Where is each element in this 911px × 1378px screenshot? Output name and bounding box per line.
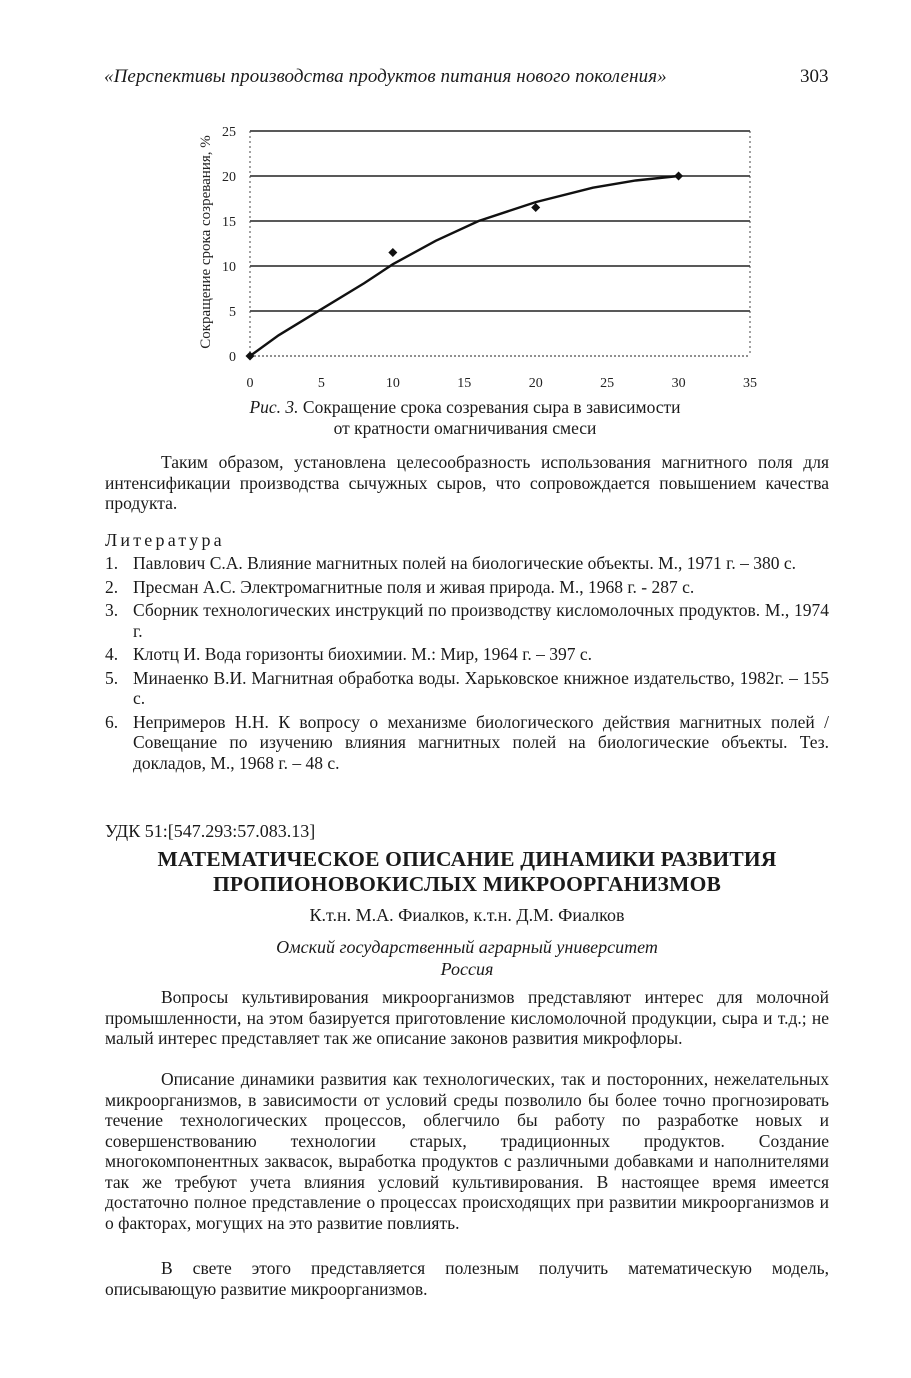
x-tick-label: 0 (246, 376, 254, 391)
caption-line-1: Сокращение срока созревания сыра в зависимости (302, 397, 681, 417)
reference-number: 6. (105, 711, 119, 732)
reference-number: 2. (105, 576, 119, 597)
authors: К.т.н. М.А. Фиалков, к.т.н. Д.М. Фиалков (309, 905, 625, 925)
y-axis-label: Сокращение срока созревания, % (198, 135, 214, 349)
reference-text: Минаенко В.И. Магнитная обработка воды. Харьковское книжное издательство, 1982г. – 155 с. (133, 667, 829, 708)
x-tick-label: 10 (385, 376, 400, 391)
reference-item (105, 644, 829, 665)
reference-text: Непримеров Н.Н. К вопросу о механизме биологического действия магнитных полей / Совещание по изучению влияния магнитных полей на биологические объекты. Тез. докладов, М., 1968 г. – 48 с. (133, 711, 829, 773)
reference-text: Клотц И. Вода горизонты биохимии. М.: Мир, 1964 г. – 397 с. (133, 644, 593, 664)
y-tick-label: 15 (222, 215, 236, 230)
udc-code: УДК 51:[547.293:57.083.13] (105, 821, 316, 841)
article-paragraph-3: В свете этого представляется полезным получить математическую модель, описывающую развитие микроорганизмов. (105, 1258, 829, 1299)
y-tick-label: 0 (229, 350, 236, 365)
x-tick-label: 35 (743, 376, 757, 391)
reference-text: Павлович С.А. Влияние магнитных полей на биологические объекты. М., 1971 г. – 380 с. (133, 553, 796, 573)
article-paragraph-1: Вопросы культивирования микроорганизмов представляют интерес для молочной промышленности, на этом базируется приготовление кисломолочной продукции, сыра и т.д.; не малый интерес представляет так же описание законов развития микрофлоры. (105, 987, 829, 1048)
conclusion-paragraph: Таким образом, установлена целесообразность использования магнитного поля для интенсификации производства сычужных сыров, что сопровождается повышением качества продукта. (105, 452, 829, 513)
caption-line-2: от кратности омагничивания смеси (333, 418, 597, 438)
literature-heading: Литература (105, 530, 225, 550)
page-number: 303 (800, 66, 829, 87)
reference-number: 5. (105, 667, 119, 688)
reference-item (105, 712, 829, 774)
affiliation: Омский государственный аграрный университет (276, 937, 658, 957)
reference-item (105, 600, 829, 641)
data-point (388, 248, 397, 257)
reference-number: 1. (105, 553, 119, 573)
y-tick-label: 25 (222, 125, 236, 140)
article-paragraph-2: Описание динамики развития как технологических, так и посторонних, нежелательных микроорганизмов, в зависимости от условий среды позволило бы более точно прогнозировать течение технологических процессов, облегчило бы работу по разработке новых и совершенствованию технологии старых, традиционных продуктов. Создание многокомпонентных заквасок, выработка продуктов с различными добавками и наполнителями так же требуют учета влияния условий культивирования. В настоящее время имеется достаточно полное представление о процессах происходящих при развитии микроорганизмов и о факторах, могущих на это развитие повлиять. (105, 1069, 829, 1233)
x-tick-label: 25 (600, 376, 615, 391)
reference-number: 3. (105, 600, 119, 620)
article-title-line-1: МАТЕМАТИЧЕСКОЕ ОПИСАНИЕ ДИНАМИКИ РАЗВИТИЯ (157, 847, 777, 871)
x-tick-label: 5 (317, 376, 325, 391)
reference-item (105, 577, 829, 598)
y-tick-label: 20 (222, 170, 236, 185)
figure-caption (200, 397, 730, 439)
running-header: «Перспективы производства продуктов питания нового поколения» (104, 66, 667, 87)
figure-label: Рис. 3. (249, 397, 299, 417)
reference-item (105, 668, 829, 709)
article-title-line-2: ПРОПИОНОВОКИСЛЫХ МИКРООРГАНИЗМОВ (212, 872, 722, 896)
country: Россия (440, 959, 494, 979)
x-tick-label: 20 (528, 376, 543, 391)
reference-number: 4. (105, 644, 119, 664)
y-tick-label: 5 (229, 305, 236, 320)
reference-list (105, 553, 829, 776)
x-tick-label: 30 (671, 376, 686, 391)
affiliation-block (105, 936, 829, 980)
reference-item (105, 553, 829, 574)
y-tick-label: 10 (222, 260, 236, 275)
x-tick-label: 15 (457, 376, 472, 391)
reference-text: Сборник технологических инструкций по производству кисломолочных продуктов. М., 1974 г. (133, 600, 829, 641)
article-title (105, 847, 829, 897)
reference-text: Пресман А.С. Электромагнитные поля и живая природа. М., 1968 г. - 287 с. (133, 576, 695, 597)
data-point (674, 172, 683, 181)
figure-chart (190, 118, 770, 393)
